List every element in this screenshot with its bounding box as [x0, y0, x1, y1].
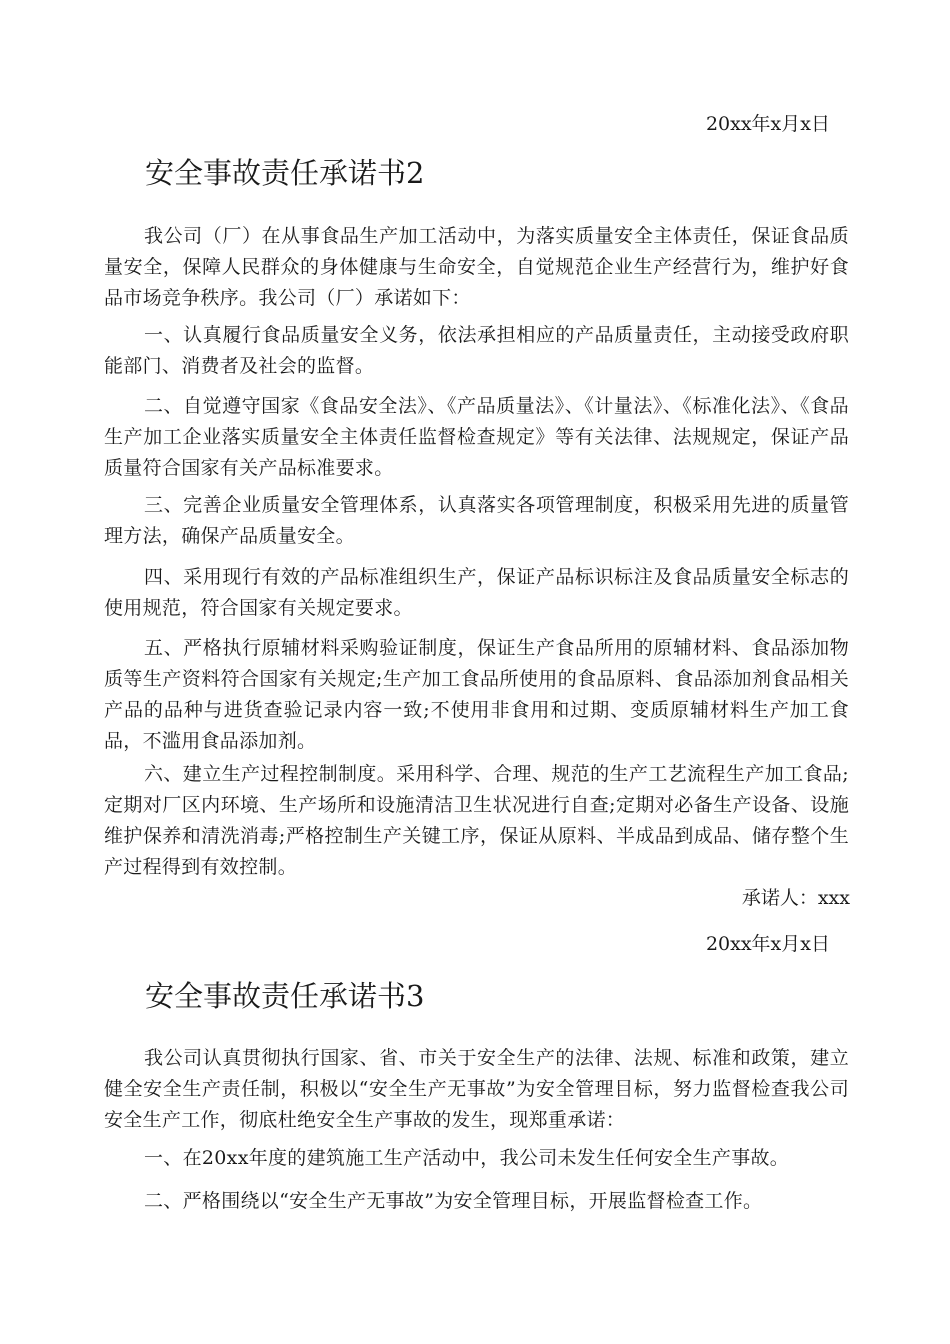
section3-title: 安全事故责任承诺书3 [145, 979, 425, 1013]
section2-paragraph: 一、认真履行食品质量安全义务，依法承担相应的产品质量责任，主动接受政府职能部门、消费者及社会的监督。 [104, 324, 849, 377]
section3-paragraph: 二、严格围绕以“安全生产无事故”为安全管理目标，开展监督检查工作。 [144, 1190, 763, 1212]
section2-paragraph: 二、自觉遵守国家《食品安全法》、《产品质量法》、《计量法》、《标准化法》、《食品生产加工企业落实质量安全主体责任监督检查规定》等有关法律、法规规定，保证产品质量符合国家有关产品标准要求。 [104, 395, 849, 479]
sign-date: 20xx年x月x日 [705, 933, 830, 955]
section2-paragraph: 四、采用现行有效的产品标准组织生产，保证产品标识标注及食品质量安全标志的使用规范，符合国家有关规定要求。 [104, 566, 849, 619]
section3-paragraph: 一、在20xx年度的建筑施工生产活动中，我公司未发生任何安全生产事故。 [144, 1147, 790, 1169]
section2-paragraph: 三、完善企业质量安全管理体系，认真落实各项管理制度，积极采用先进的质量管理方法，确保产品质量安全。 [104, 494, 849, 547]
section3-paragraph: 我公司认真贯彻执行国家、省、市关于安全生产的法律、法规、标准和政策，建立健全安全生产责任制，积极以“安全生产无事故”为安全管理目标，努力监督检查我公司安全生产工作，彻底杜绝安全生产事故的发生，现郑重承诺： [104, 1047, 849, 1131]
section2-title: 安全事故责任承诺书2 [145, 156, 425, 190]
section2-paragraph: 我公司（厂）在从事食品生产加工活动中，为落实质量安全主体责任，保证食品质量安全，保障人民群众的身体健康与生命安全，自觉规范企业生产经营行为，维护好食品市场竞争秩序。我公司（厂）承诺如下： [104, 225, 849, 309]
section2-paragraph: 六、建立生产过程控制制度。采用科学、合理、规范的生产工艺流程生产加工食品;定期对厂区内环境、生产场所和设施清洁卫生状况进行自查;定期对必备生产设备、设施维护保养和清洗消毒;严格控制生产关键工序，保证从原料、半成品到成品、储存整个生产过程得到有效控制。 [104, 763, 849, 878]
top-date: 20xx年x月x日 [705, 113, 830, 135]
section2-paragraph: 五、严格执行原辅材料采购验证制度，保证生产食品所用的原辅材料、食品添加物质等生产资料符合国家有关规定;生产加工食品所使用的食品原料、食品添加剂食品相关产品的品种与进货查验记录内容一致;不使用非食用和过期、变质原辅材料生产加工食品，不滥用食品添加剂。 [104, 637, 849, 752]
signer: 承诺人：xxx [741, 887, 850, 909]
